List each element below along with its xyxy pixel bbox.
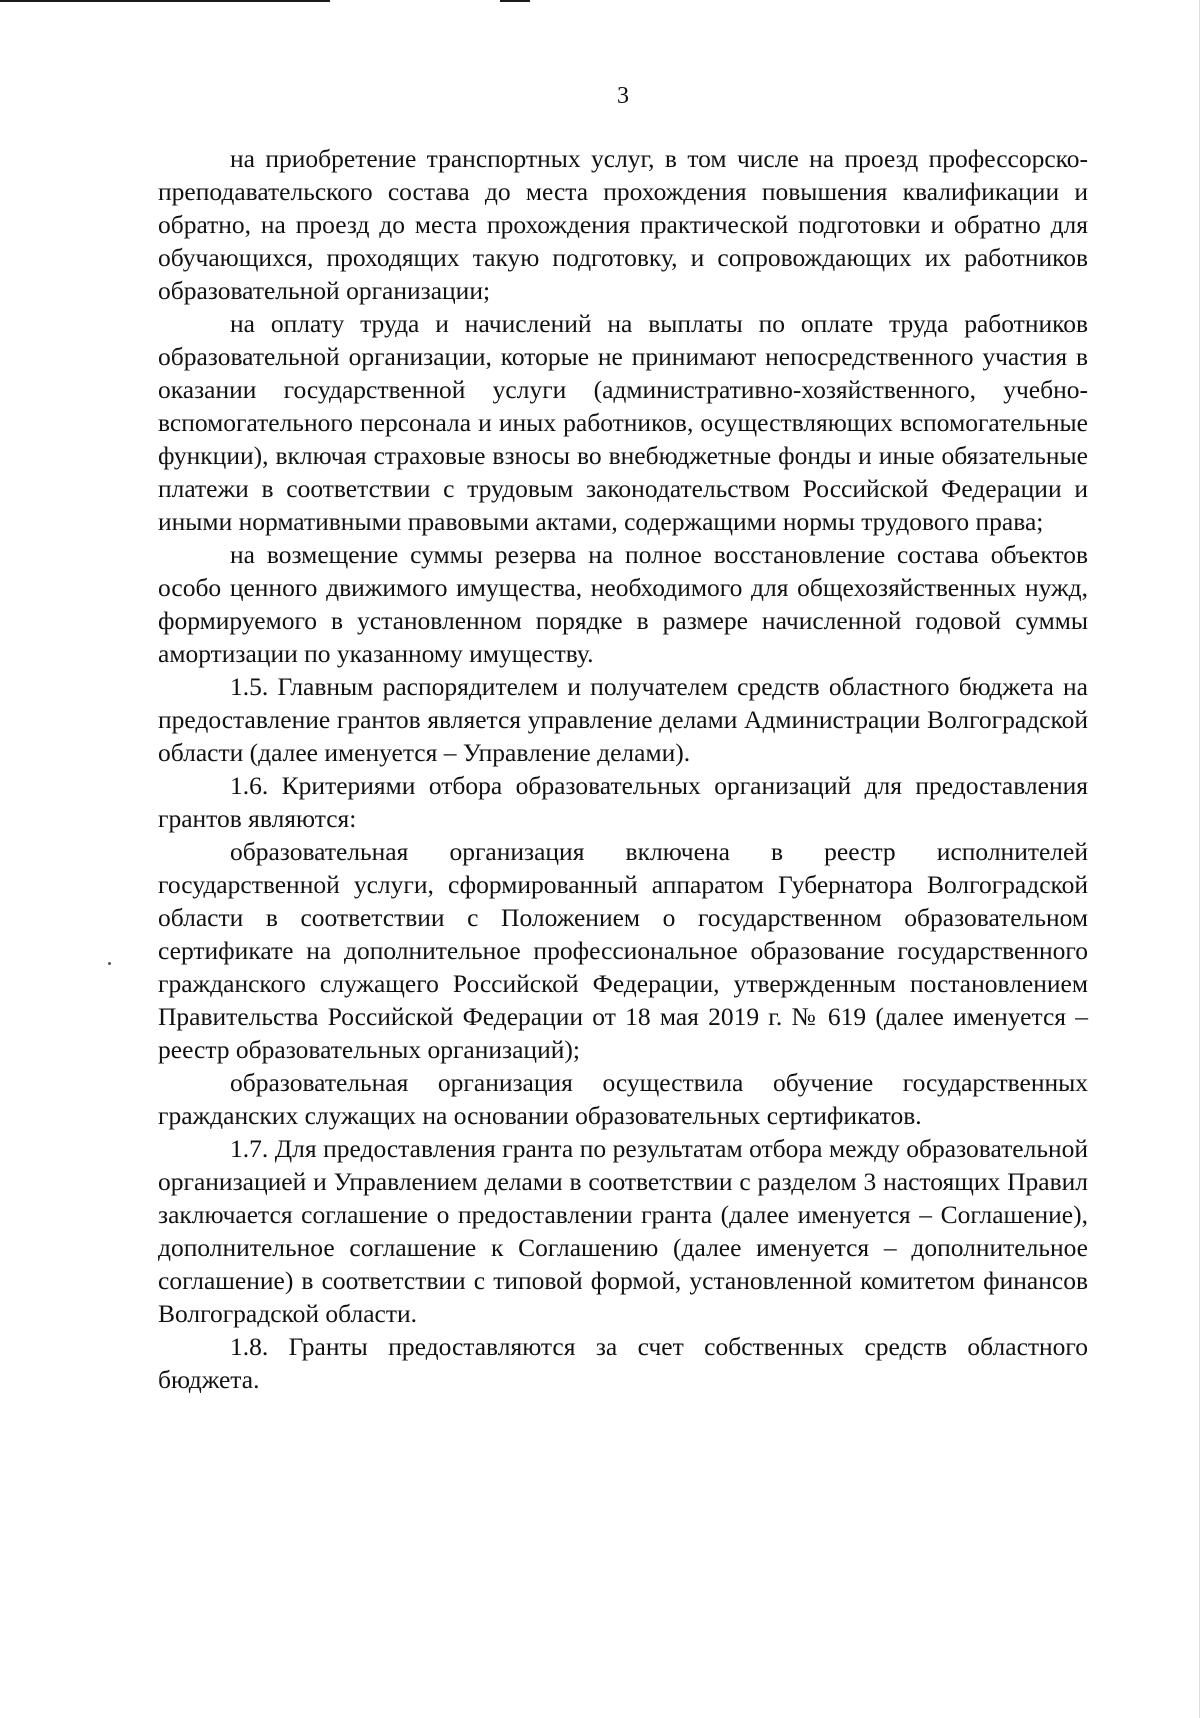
scan-artifact-dot	[108, 962, 111, 965]
paragraph-criterion-training: образовательная организация осуществила обучение государственных гражданских служащих на основании образовательных сертификатов.	[158, 1068, 1088, 1130]
scan-artifact-top-left	[0, 0, 330, 2]
document-body	[158, 142, 1088, 1396]
paragraph-labor-payment: на оплату труда и начислений на выплаты по оплате труда работников образовательной организации, которые не принимают непосредственного участия в оказании государственной услуги (административно-хозяйственного, учебно-вспомогательного персонала и иных работников, осуществляющих вспомогательные функции), включая страховые взносы во внебюджетные фонды и иные обязательные платежи в соответствии с трудовым законодательством Российской Федерации и иными нормативными правовыми актами, содержащими нормы трудового права;	[158, 309, 1088, 536]
paragraph-1-5: 1.5. Главным распорядителем и получателем средств областного бюджета на предоставление грантов является управление делами Администрации Волгоградской области (далее именуется – Управление делами).	[158, 672, 1088, 767]
paragraph-1-8: 1.8. Гранты предоставляются за счет собственных средств областного бюджета.	[158, 1332, 1088, 1394]
paragraph-criterion-registry: образовательная организация включена в реестр исполнителей государственной услуги, сформированный аппаратом Губернатора Волгоградской области в соответствии с Положением о государственном образовательном сертификате на дополнительное профессиональное образование государственного гражданского служащего Российской Федерации, утвержденным постановлением Правительства Российской Федерации от 18 мая 2019 г. № 619 (далее именуется – реестр образовательных организаций);	[158, 837, 1088, 1064]
paragraph-1-6: 1.6. Критериями отбора образовательных организаций для предоставления грантов являются:	[158, 771, 1088, 833]
page-number: 3	[617, 83, 629, 109]
paragraph-1-7: 1.7. Для предоставления гранта по результатам отбора между образовательной организацией и Управлением делами в соответствии с разделом 3 настоящих Правил заключается соглашение о предоставлении гранта (далее именуется – Соглашение), дополнительное соглашение к Соглашению (далее именуется – дополнительное соглашение) в соответствии с типовой формой, установленной комитетом финансов Волгоградской области.	[158, 1134, 1088, 1328]
paragraph-transport-services: на приобретение транспортных услуг, в том числе на проезд профессорско-преподавательского состава до места прохождения повышения квалификации и обратно, на проезд до места прохождения практической подготовки и обратно для обучающихся, проходящих такую подготовку, и сопровождающих их работников образовательной организации;	[158, 144, 1088, 305]
scan-artifact-top-mid	[500, 0, 530, 2]
paragraph-reserve-compensation: на возмещение суммы резерва на полное восстановление состава объектов особо ценного движимого имущества, необходимого для общехозяйственных нужд, формируемого в установленном порядке в размере начисленной годовой суммы амортизации по указанному имуществу.	[158, 540, 1088, 668]
